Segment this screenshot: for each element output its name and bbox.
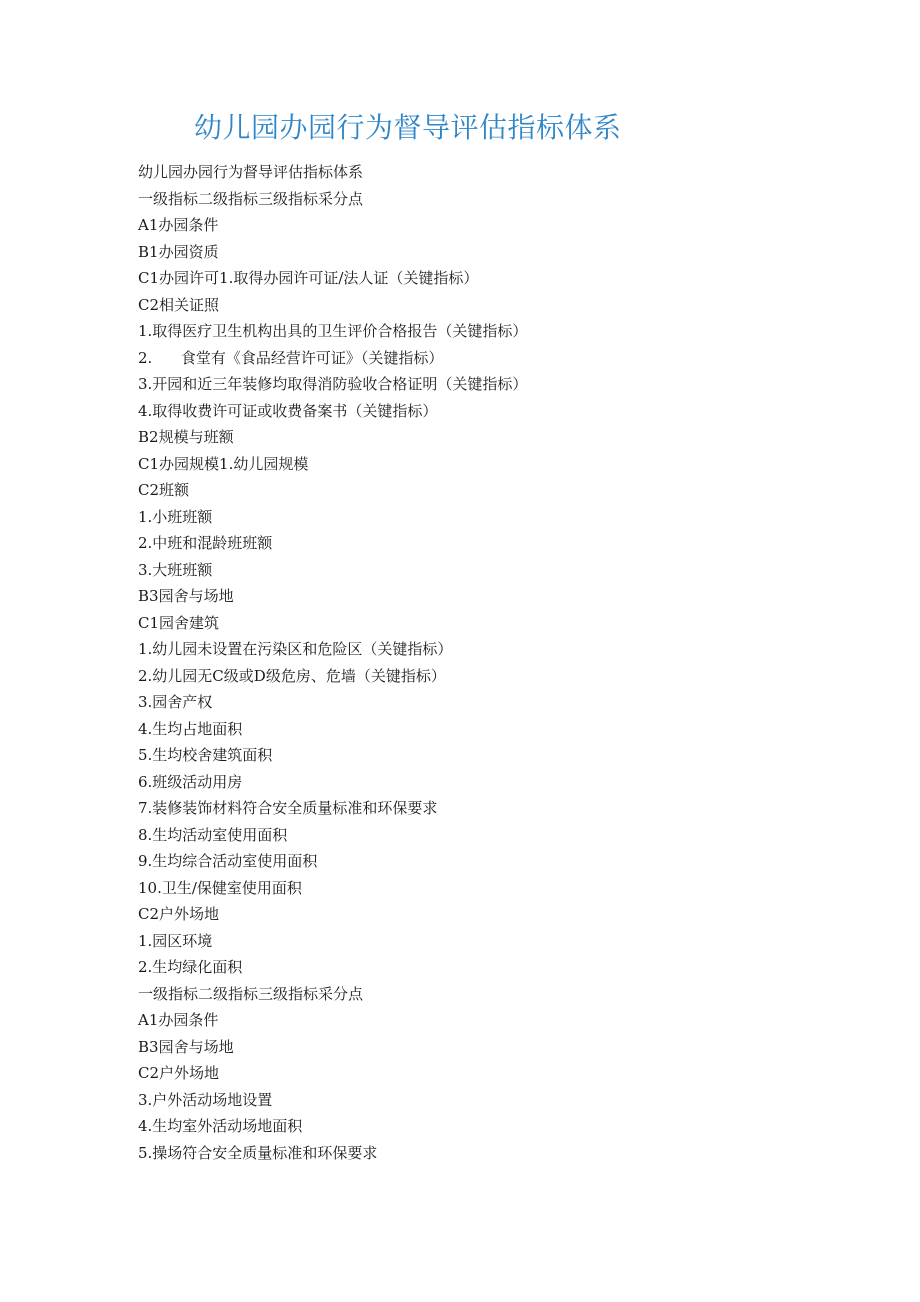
document-line: C2相关证照 xyxy=(138,295,220,314)
document-line: 2.中班和混龄班班额 xyxy=(138,534,273,552)
document-line: 3.开园和近三年装修均取得消防验收合格证明（关键指标） xyxy=(138,375,528,393)
document-line: C2班额 xyxy=(138,481,190,499)
document-line: 2.生均绿化面积 xyxy=(138,958,243,976)
document-line: 1.幼儿园未设置在污染区和危险区（关键指标） xyxy=(138,640,453,658)
document-line: B2规模与班额 xyxy=(138,428,234,446)
document-line: B1办园资质 xyxy=(138,242,219,261)
document-line: C1园舍建筑 xyxy=(138,613,220,632)
document-line: C1办园规模1.幼儿园规模 xyxy=(138,454,309,473)
document-line: 1.取得医疗卫生机构出具的卫生评价合格报告（关键指标） xyxy=(138,322,528,340)
document-line: A1办园条件 xyxy=(138,1011,219,1029)
document-line: C2户外场地 xyxy=(138,1064,220,1082)
document-line: 4.取得收费许可证或收费备案书（关键指标） xyxy=(138,401,438,420)
document-line: 8.生均活动室使用面积 xyxy=(138,825,288,844)
document-line: 一级指标二级指标三级指标采分点 xyxy=(138,189,364,208)
document-line: 5.操场符合安全质量标准和环保要求 xyxy=(138,1143,378,1162)
document-line: 7.装修装饰材料符合安全质量标准和环保要求 xyxy=(138,799,438,817)
document-line: 1.小班班额 xyxy=(138,507,213,526)
document-line: 2.幼儿园无C级或D级危房、危墙（关键指标） xyxy=(138,666,446,685)
document-line: C2户外场地 xyxy=(138,905,220,923)
document-line: 1.园区环境 xyxy=(138,931,213,950)
document-line: 3.园舍产权 xyxy=(138,693,213,711)
document-line: 4.生均室外活动场地面积 xyxy=(138,1117,303,1135)
document-line: C1办园许可1.取得办园许可证/法人证（关键指标） xyxy=(138,269,479,287)
document-line: B3园舍与场地 xyxy=(138,587,234,605)
document-line: A1办园条件 xyxy=(138,216,219,234)
document-line: 幼儿园办园行为督导评估指标体系 xyxy=(138,163,364,181)
document-line: 9.生均综合活动室使用面积 xyxy=(138,852,318,870)
document-line: 3.户外活动场地设置 xyxy=(138,1090,273,1109)
document-line: 6.班级活动用房 xyxy=(138,772,243,791)
document-line: 10.卫生/保健室使用面积 xyxy=(138,878,302,897)
document-line: 4.生均占地面积 xyxy=(138,719,243,738)
document-body xyxy=(138,159,527,1166)
document-line: 2. 食堂有《食品经营许可证》（关键指标） xyxy=(138,348,444,367)
document-line: 3.大班班额 xyxy=(138,560,213,579)
document-title: 幼儿园办园行为督导评估指标体系 xyxy=(194,111,622,144)
document-line: B3园舍与场地 xyxy=(138,1037,234,1056)
document-line: 一级指标二级指标三级指标采分点 xyxy=(138,984,364,1003)
document-line: 5.生均校舍建筑面积 xyxy=(138,746,273,764)
